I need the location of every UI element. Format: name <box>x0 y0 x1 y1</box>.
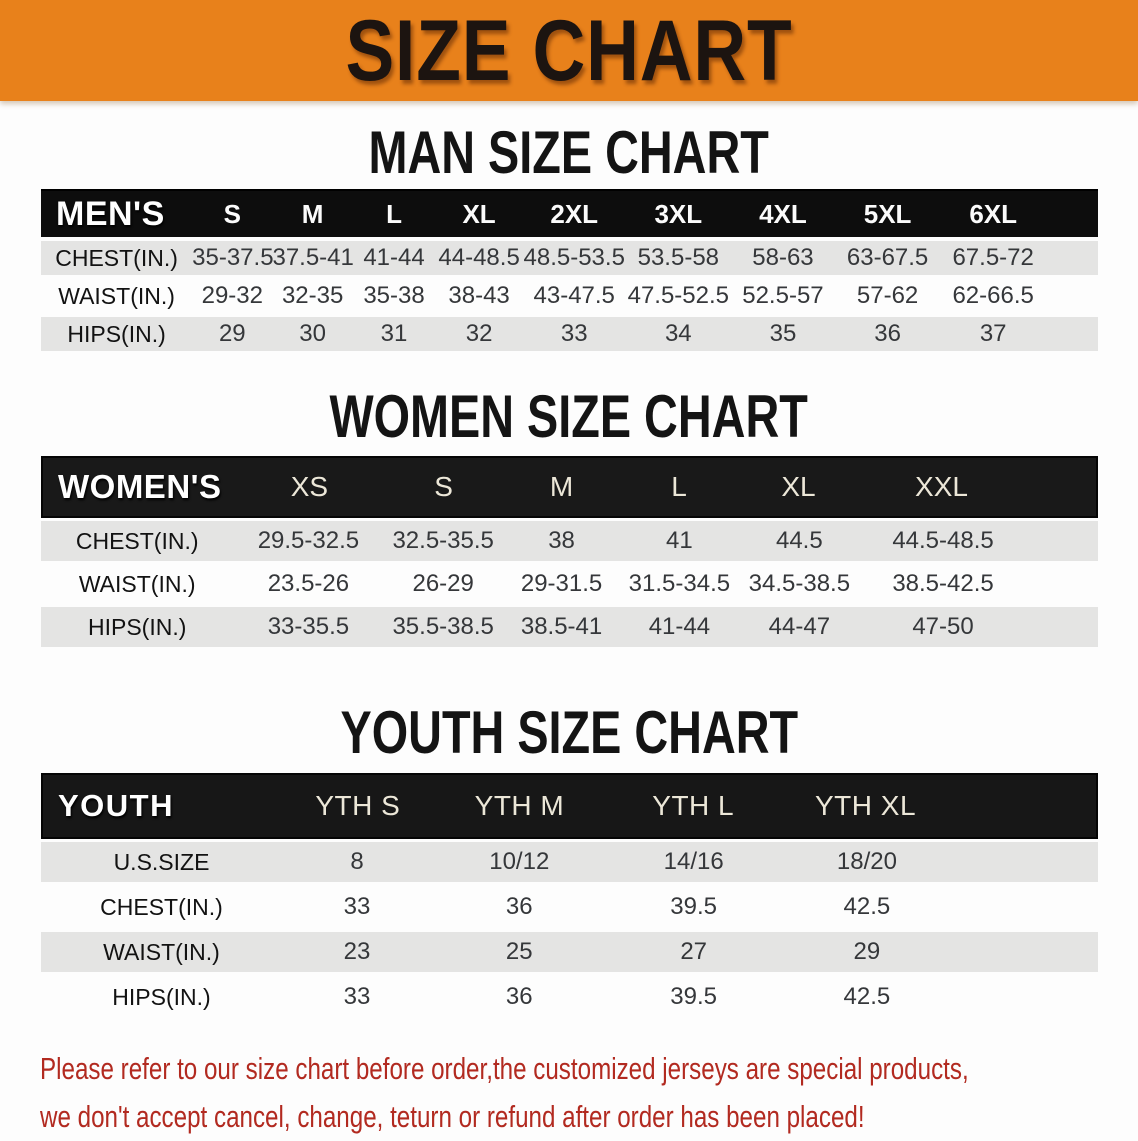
men-col-header-l: L <box>386 198 402 229</box>
value-cell: 42.5 <box>843 983 891 1010</box>
youth-col-header-m: YTH M <box>474 790 565 821</box>
men-col-header-3xl: 3XL <box>654 198 703 229</box>
men-section-heading-text: MAN SIZE CHART <box>368 119 770 186</box>
youth-group-label: YOUTH <box>58 788 174 823</box>
value-cell: 41-44 <box>363 244 425 271</box>
value-cell: 25 <box>505 938 533 965</box>
men-hips-row <box>41 317 1098 351</box>
men-size-table <box>41 189 1098 351</box>
value-cell: 47-50 <box>912 613 974 640</box>
value-cell: 44-47 <box>768 613 831 640</box>
value-cell: 38 <box>548 527 575 554</box>
men-col-header-s: S <box>223 198 241 229</box>
men-table-header-row <box>41 189 1098 237</box>
value-cell: 58-63 <box>752 244 814 271</box>
value-cell: 31 <box>380 320 408 347</box>
youth-section-heading-text: YOUTH SIZE CHART <box>340 699 798 766</box>
value-cell: 29-31.5 <box>520 570 603 597</box>
value-cell: 36 <box>505 893 533 920</box>
value-cell: 37.5-41 <box>272 244 354 271</box>
value-cell: 32 <box>465 320 493 347</box>
row-label: HIPS(IN.) <box>112 983 211 1010</box>
men-chest-row <box>41 241 1098 275</box>
women-hips-row <box>41 607 1098 647</box>
value-cell: 48.5-53.5 <box>523 244 625 271</box>
value-cell: 62-66.5 <box>952 282 1034 309</box>
value-cell: 39.5 <box>670 893 718 920</box>
women-col-header-xxl: XXL <box>915 471 968 502</box>
value-cell: 36 <box>505 983 533 1010</box>
value-cell: 35-37.5 <box>192 244 274 271</box>
women-col-header-xs: XS <box>290 471 329 502</box>
value-cell: 39.5 <box>670 983 718 1010</box>
value-cell: 35-38 <box>363 282 425 309</box>
title-banner <box>0 0 1138 101</box>
row-label: WAIST(IN.) <box>58 282 175 309</box>
value-cell: 23.5-26 <box>267 570 350 597</box>
value-cell: 30 <box>299 320 326 347</box>
row-label: U.S.SIZE <box>113 848 210 875</box>
value-cell: 38.5-42.5 <box>892 570 994 597</box>
men-section-heading <box>0 119 1138 186</box>
women-col-header-s: S <box>434 471 453 502</box>
row-label: HIPS(IN.) <box>87 613 187 640</box>
value-cell: 18/20 <box>836 848 897 875</box>
value-cell: 31.5-34.5 <box>628 570 731 597</box>
youth-chest-row <box>41 885 1098 929</box>
value-cell: 34 <box>664 320 692 347</box>
value-cell: 36 <box>874 320 901 347</box>
value-cell: 37 <box>979 320 1007 347</box>
value-cell: 43-47.5 <box>533 282 615 309</box>
row-label: HIPS(IN.) <box>67 320 166 347</box>
page-title: SIZE CHART <box>345 2 793 99</box>
women-col-header-l: L <box>671 471 687 502</box>
women-section-heading <box>0 383 1138 450</box>
men-col-header-xl: XL <box>462 198 496 229</box>
women-waist-row <box>41 564 1098 604</box>
value-cell: 41-44 <box>648 613 711 640</box>
youth-section-heading <box>0 699 1138 766</box>
value-cell: 42.5 <box>843 893 891 920</box>
notice-line-2: we don't accept cancel, change, teturn or refund after order has been placed! <box>40 1099 865 1135</box>
value-cell: 35 <box>769 320 797 347</box>
men-col-header-6xl: 6XL <box>969 198 1017 229</box>
value-cell: 63-67.5 <box>846 244 929 271</box>
value-cell: 32.5-35.5 <box>392 527 494 554</box>
women-chest-row <box>41 521 1098 561</box>
value-cell: 35.5-38.5 <box>392 613 494 640</box>
value-cell: 32-35 <box>281 282 344 309</box>
youth-size-section <box>0 699 1138 1019</box>
value-cell: 27 <box>680 938 708 965</box>
youth-table-header-row <box>41 773 1098 839</box>
order-notice <box>40 1045 1118 1141</box>
row-label: WAIST(IN.) <box>78 570 196 597</box>
value-cell: 34.5-38.5 <box>748 570 851 597</box>
value-cell: 47.5-52.5 <box>627 282 730 309</box>
women-size-table <box>41 456 1098 647</box>
value-cell: 29-32 <box>201 282 263 309</box>
value-cell: 41 <box>666 527 693 554</box>
value-cell: 38-43 <box>448 282 510 309</box>
youth-hips-row <box>41 975 1098 1019</box>
youth-col-header-s: YTH S <box>315 790 401 821</box>
value-cell: 29 <box>218 320 246 347</box>
youth-ussize-row <box>41 842 1098 882</box>
men-col-header-5xl: 5XL <box>863 198 912 229</box>
women-col-header-m: M <box>549 471 574 502</box>
row-label: CHEST(IN.) <box>100 893 223 920</box>
women-size-section <box>0 383 1138 647</box>
men-col-header-m: M <box>301 198 324 229</box>
women-table-header-row <box>41 456 1098 518</box>
value-cell: 33 <box>343 893 371 920</box>
row-label: WAIST(IN.) <box>103 938 220 965</box>
value-cell: 38.5-41 <box>520 613 603 640</box>
women-col-header-xl: XL <box>781 471 816 502</box>
value-cell: 29.5-32.5 <box>257 527 360 554</box>
men-col-header-4xl: 4XL <box>759 198 807 229</box>
men-waist-row <box>41 279 1098 313</box>
value-cell: 33 <box>560 320 588 347</box>
value-cell: 33-35.5 <box>267 613 350 640</box>
value-cell: 53.5-58 <box>637 244 720 271</box>
women-section-heading-text: WOMEN SIZE CHART <box>329 383 809 450</box>
notice-line-1: Please refer to our size chart before order,the customized jerseys are special products, <box>40 1051 969 1086</box>
youth-col-header-xl: YTH XL <box>814 790 917 821</box>
value-cell: 57-62 <box>856 282 919 309</box>
youth-size-table <box>41 773 1098 1019</box>
youth-col-header-l: YTH L <box>652 790 735 821</box>
men-col-header-2xl: 2XL <box>550 198 599 229</box>
row-label: CHEST(IN.) <box>75 527 199 554</box>
value-cell: 33 <box>343 983 371 1010</box>
value-cell: 44.5-48.5 <box>892 527 994 554</box>
value-cell: 44.5 <box>775 527 823 554</box>
row-label: CHEST(IN.) <box>55 244 178 271</box>
men-group-label: MEN'S <box>56 194 165 233</box>
value-cell: 52.5-57 <box>742 282 824 309</box>
youth-waist-row <box>41 932 1098 972</box>
value-cell: 10/12 <box>489 848 550 875</box>
value-cell: 67.5-72 <box>952 244 1034 271</box>
value-cell: 29 <box>853 938 881 965</box>
value-cell: 23 <box>343 938 371 965</box>
men-size-section <box>0 119 1138 351</box>
value-cell: 14/16 <box>663 848 724 875</box>
value-cell: 26-29 <box>412 570 474 597</box>
women-group-label: WOMEN'S <box>58 468 222 505</box>
value-cell: 8 <box>350 848 364 875</box>
value-cell: 44-48.5 <box>438 244 520 271</box>
